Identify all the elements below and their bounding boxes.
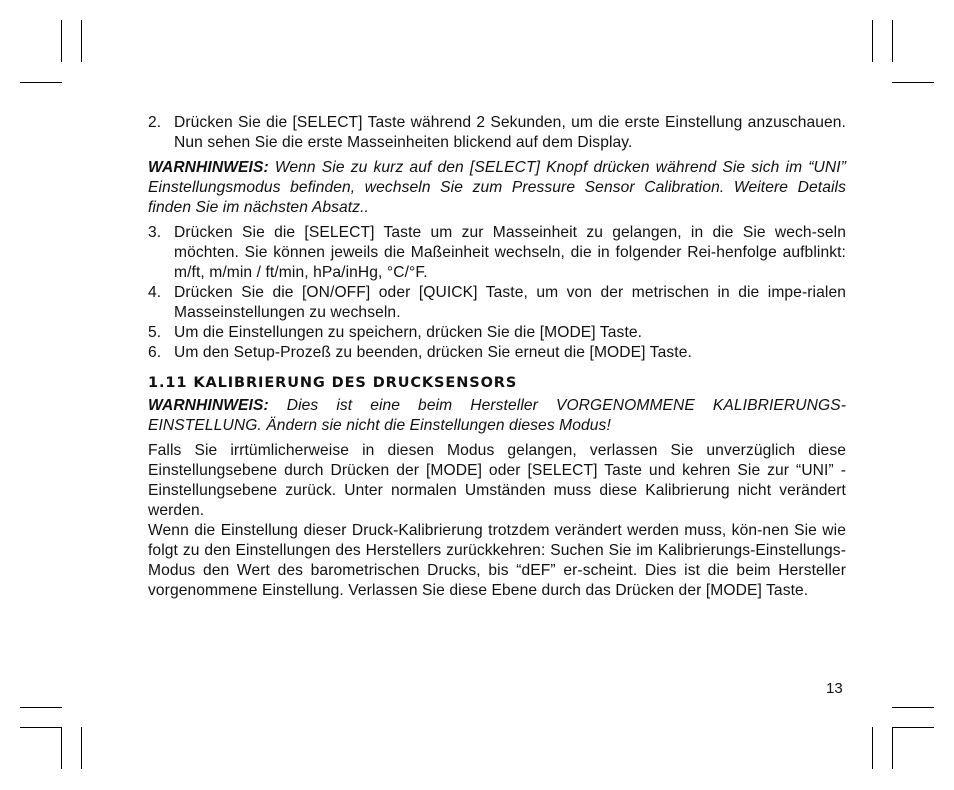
crop-mark (81, 20, 82, 62)
list-item-text: Drücken Sie die [SELECT] Taste um zur Masseinheit zu gelangen, in die Sie wech-seln möchten. Sie können jeweils die Maßeinheit wechseln, die in folgender Rei-henfolge aufblinkt: m/ft, m/min / ft/min, hPa/inHg, °C/°F. (174, 224, 846, 281)
body-paragraph: Wenn die Einstellung dieser Druck-Kalibrierung trotzdem verändert werden muss, kön-nen Sie wie folgt zu den Einstellungen des Herstellers zurückkehren: Suchen Sie im Kalibrierungs-Einstellungs-Modus den Wert des barometrischen Drucks, bis “dEF” er-scheint. Dies ist die beim Hersteller vorgenommene Einstellung. Verlassen Sie diese Ebene durch das Drücken der [MODE] Taste. (148, 522, 846, 599)
crop-mark (20, 82, 62, 83)
page-content (148, 113, 846, 601)
crop-mark (61, 20, 62, 62)
crop-mark (892, 20, 893, 62)
list-item (148, 283, 846, 323)
list-item (148, 343, 846, 363)
list-item-number: 6. (148, 344, 162, 361)
warning-label: WARNHINWEIS: (148, 397, 269, 414)
crop-mark (892, 727, 893, 769)
crop-mark (20, 707, 62, 708)
warning-note (148, 396, 846, 436)
list-item-text: Drücken Sie die [ON/OFF] oder [QUICK] Taste, um von der metrischen in die impe-rialen Masseinstellungen zu wechseln. (174, 284, 846, 321)
warning-label: WARNHINWEIS: (148, 159, 269, 176)
crop-mark (892, 82, 934, 83)
list-item-number: 4. (148, 284, 162, 301)
list-item-text: Um die Einstellungen zu speichern, drücken Sie die [MODE] Taste. (174, 324, 643, 341)
warning-note (148, 158, 846, 218)
list-item-text: Um den Setup-Prozeß zu beenden, drücken Sie erneut die [MODE] Taste. (174, 344, 692, 361)
list-item (148, 223, 846, 283)
list-item-number: 2. (148, 114, 162, 131)
warning-text: Wenn Sie zu kurz auf den [SELECT] Knopf drücken während Sie sich im “UNI” Einstellungsmodus befinden, wechseln Sie zum Pressure Sensor Calibration. Weitere Details finden Sie im nächsten Absatz.. (148, 159, 846, 216)
crop-mark (892, 727, 934, 728)
section-heading: 1.11 KALIBRIERUNG DES DRUCKSENSORS (148, 375, 518, 391)
crop-mark (20, 727, 62, 728)
crop-mark (81, 727, 82, 769)
list-item-text: Drücken Sie die [SELECT] Taste während 2 Sekunden, um die erste Einstellung anzuschauen. Nun sehen Sie die erste Masseinheiten blickend auf dem Display. (174, 114, 846, 151)
body-paragraph: Falls Sie irrtümlicherweise in diesen Modus gelangen, verlassen Sie unverzüglich diese Einstellungsebene durch Drücken der [MODE] oder [SELECT] Taste und kehren Sie zur “UNI” -Einstellungsebene zurück. Unter normalen Umständen muss diese Kalibrierung nicht verändert werden. (148, 442, 846, 519)
warning-text: Dies ist eine beim Hersteller VORGENOMMENE KALIBRIERUNGS-EINSTELLUNG. Ändern sie nicht die Einstellungen dieses Modus! (148, 397, 846, 434)
crop-mark (872, 727, 873, 769)
crop-mark (892, 707, 934, 708)
crop-mark (61, 727, 62, 769)
list-item-number: 3. (148, 224, 162, 241)
list-item (148, 113, 846, 153)
list-item-number: 5. (148, 324, 162, 341)
list-item (148, 323, 846, 343)
page-number: 13 (826, 680, 843, 697)
crop-mark (872, 20, 873, 62)
